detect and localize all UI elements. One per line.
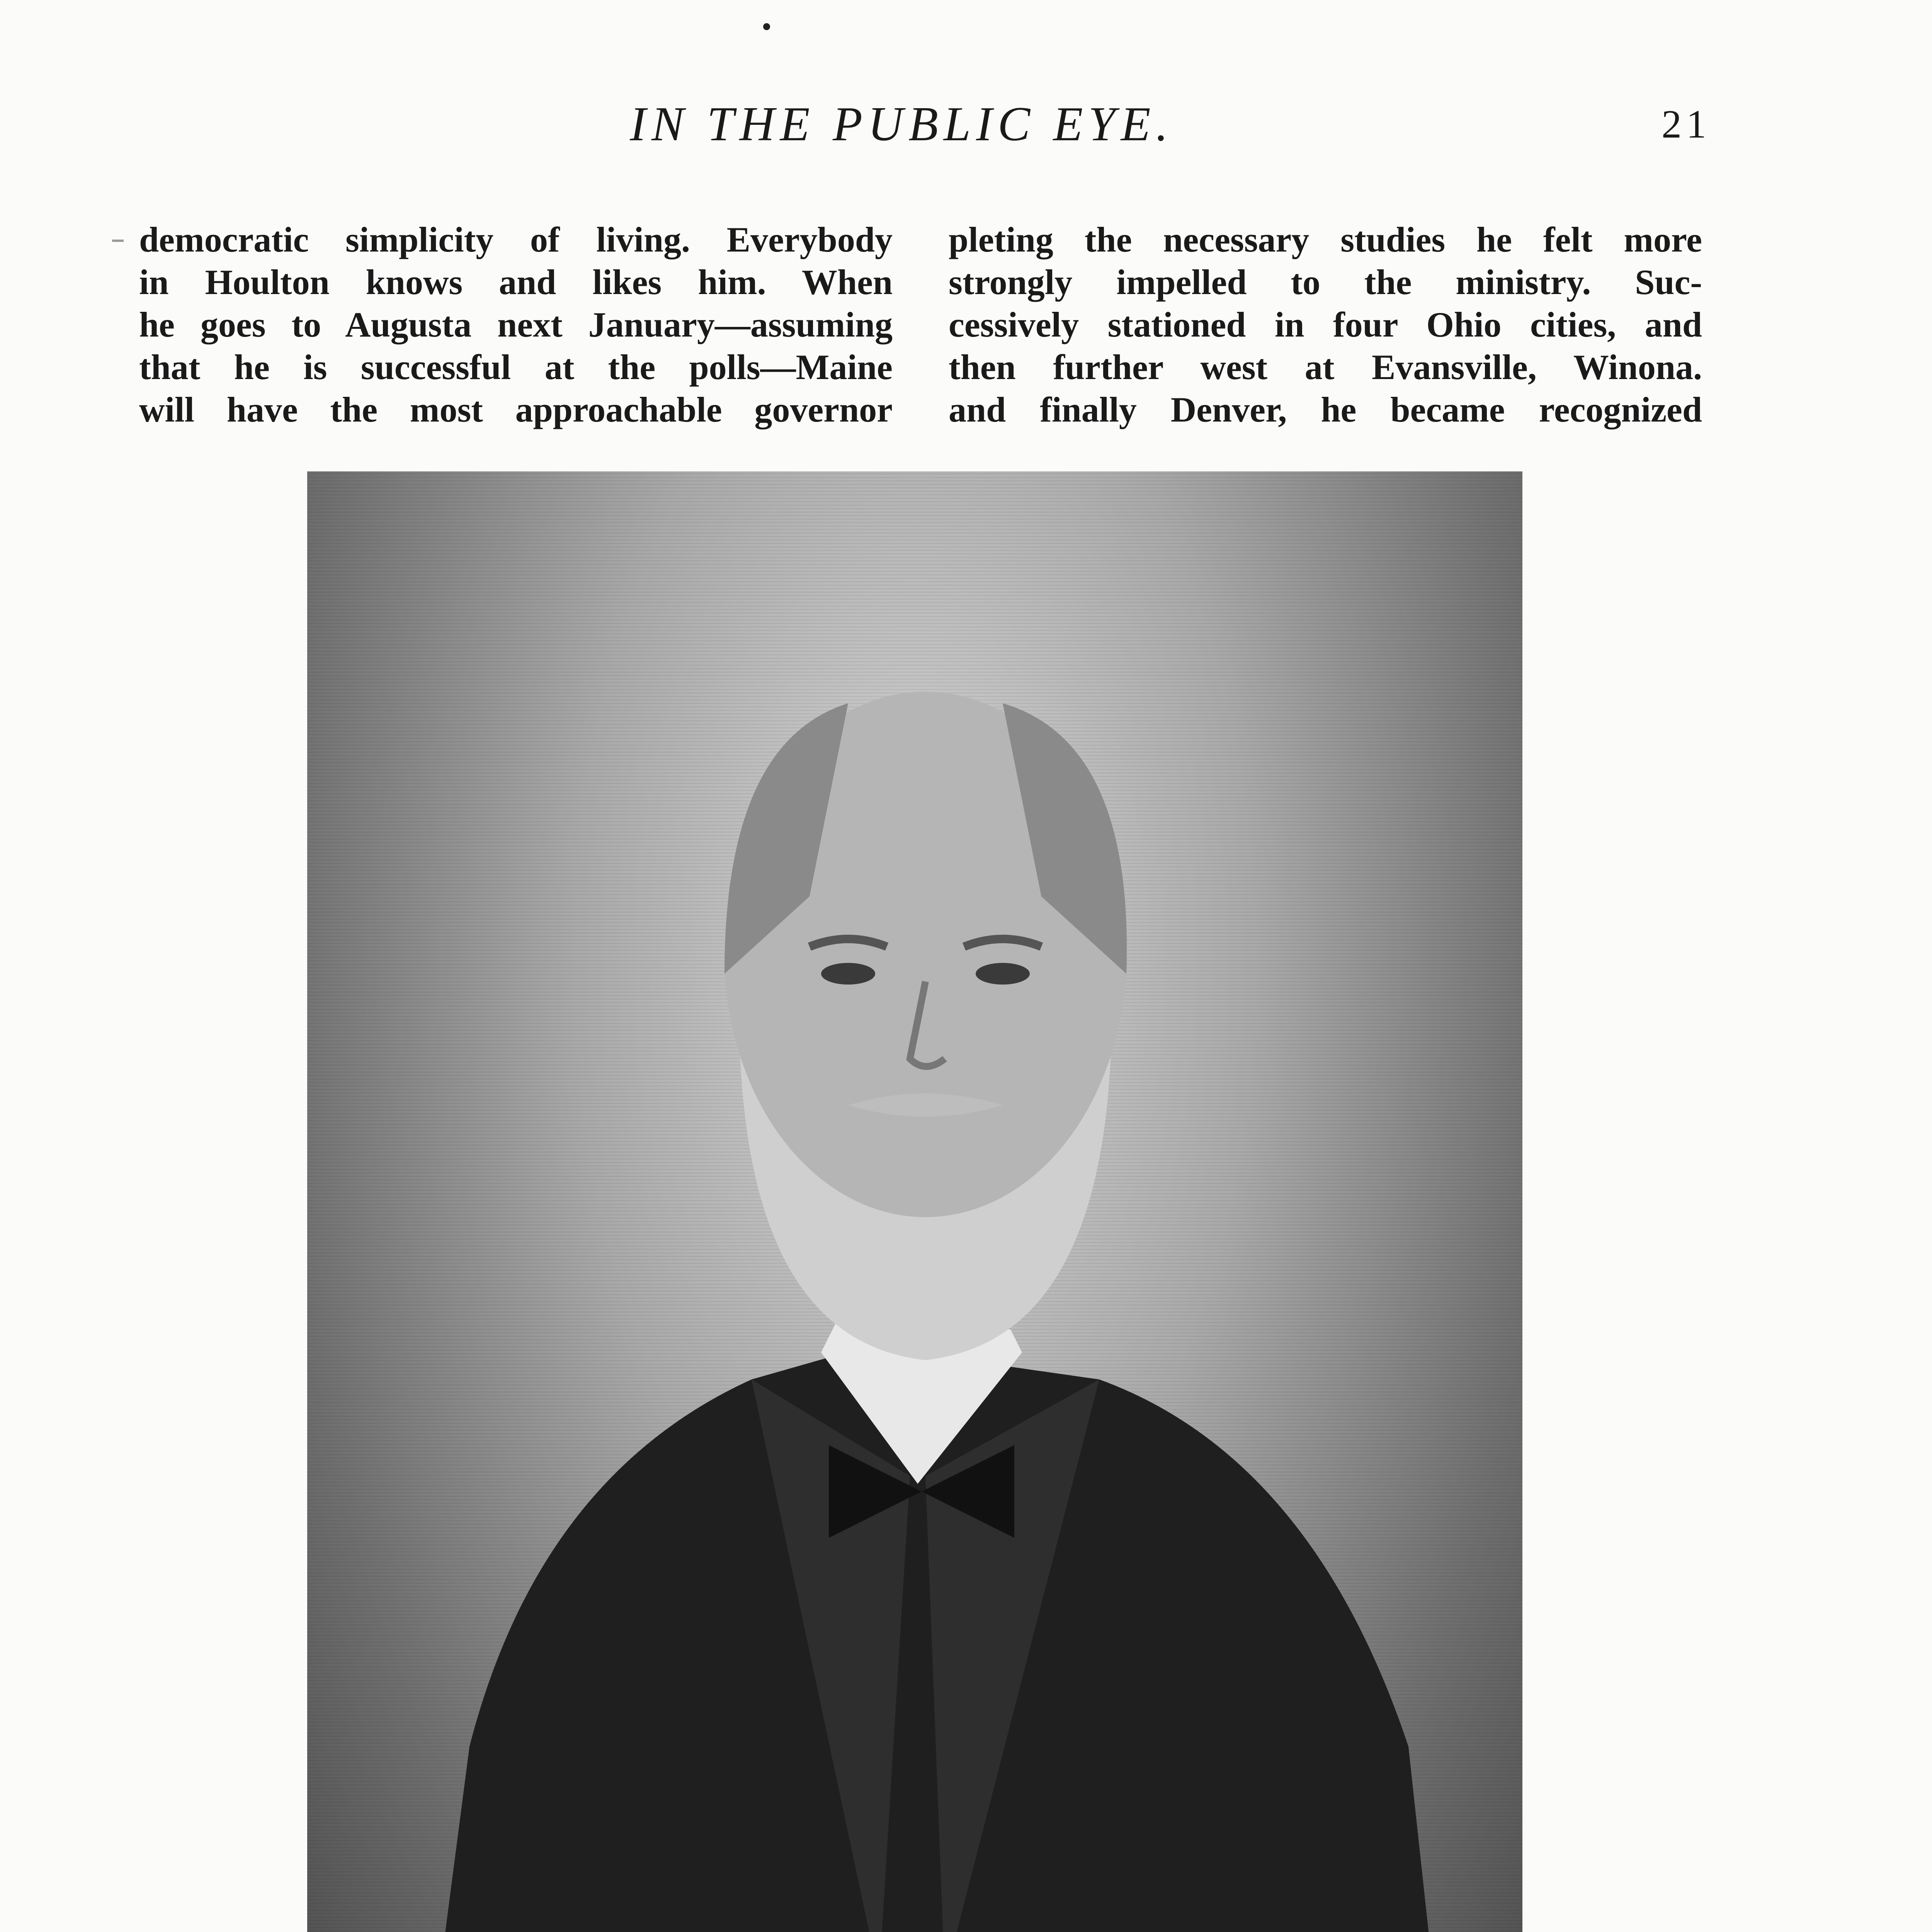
top-right-column — [949, 218, 1702, 431]
top-left-column — [139, 218, 893, 431]
printer-dot — [763, 23, 770, 30]
text-line: that he is successful at the polls—Maine — [139, 347, 893, 387]
text-line: and finally Denver, he became recognized — [949, 390, 1702, 429]
text-line: will have the most approachable governor — [139, 390, 893, 429]
portrait-photo — [307, 471, 1522, 1932]
margin-mark — [112, 240, 124, 242]
portrait-illustration — [307, 471, 1522, 1932]
running-head: IN THE PUBLIC EYE. — [630, 97, 1174, 151]
text-line: cessively stationed in four Ohio cities, and — [949, 305, 1702, 344]
text-line: in Houlton knows and likes him. When — [139, 262, 893, 302]
text-line: strongly impelled to the ministry. Suc- — [949, 262, 1702, 302]
page-number: 21 — [1662, 102, 1711, 146]
text-line: democratic simplicity of living. Everybody — [139, 220, 893, 259]
text-line: pleting the necessary studies he felt more — [949, 220, 1702, 259]
text-line: then further west at Evansville, Winona. — [949, 347, 1702, 387]
text-line: he goes to Augusta next January—assuming — [139, 305, 893, 344]
